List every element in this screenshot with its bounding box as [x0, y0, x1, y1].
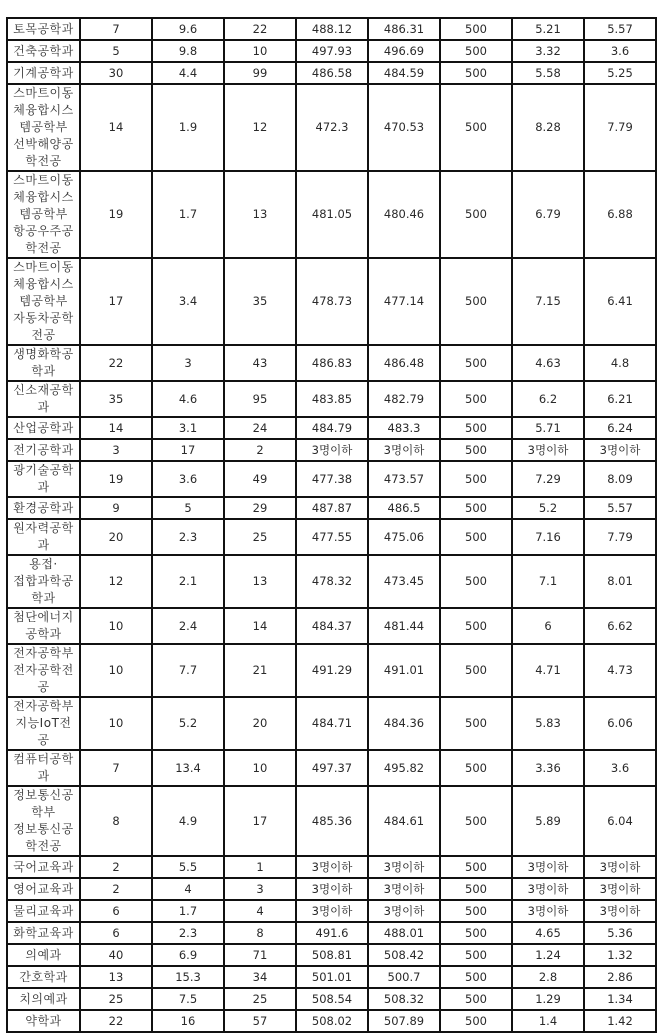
cell: 10: [80, 608, 152, 644]
department-name: 치의예과: [7, 988, 80, 1010]
cell: 3명이하: [368, 900, 440, 922]
cell: 40: [80, 944, 152, 966]
cell: 481.05: [296, 171, 368, 258]
table-row: [7, 900, 656, 922]
cell: 484.37: [296, 608, 368, 644]
cell: 500: [440, 644, 512, 697]
cell: 1.7: [152, 900, 224, 922]
cell: 486.48: [368, 345, 440, 381]
department-name: 간호학과: [7, 966, 80, 988]
table-row: [7, 439, 656, 461]
cell: 13: [80, 966, 152, 988]
cell: 35: [224, 258, 296, 345]
cell: 500.7: [368, 966, 440, 988]
cell: 500: [440, 966, 512, 988]
cell: 6.62: [584, 608, 656, 644]
cell: 25: [80, 988, 152, 1010]
cell: 4: [152, 878, 224, 900]
cell: 500: [440, 171, 512, 258]
cell: 7.79: [584, 519, 656, 555]
cell: 501.01: [296, 966, 368, 988]
cell: 483.3: [368, 417, 440, 439]
department-name: 약학과: [7, 1010, 80, 1032]
cell: 500: [440, 900, 512, 922]
cell: 3: [80, 439, 152, 461]
department-name: 영어교육과: [7, 878, 80, 900]
table-row: [7, 697, 656, 750]
cell: 2.86: [584, 966, 656, 988]
cell: 475.06: [368, 519, 440, 555]
cell: 3.1: [152, 417, 224, 439]
cell: 5.2: [152, 697, 224, 750]
cell: 508.54: [296, 988, 368, 1010]
cell: 491.01: [368, 644, 440, 697]
cell: 16: [152, 1010, 224, 1032]
cell: 480.46: [368, 171, 440, 258]
cell: 5.57: [584, 497, 656, 519]
department-name: 토목공학과: [7, 18, 80, 40]
table-row: [7, 856, 656, 878]
cell: 3명이하: [368, 878, 440, 900]
cell: 496.69: [368, 40, 440, 62]
department-name: 용접·접합과학공학과: [7, 555, 80, 608]
cell: 3.32: [512, 40, 584, 62]
cell: 10: [224, 40, 296, 62]
cell: 500: [440, 988, 512, 1010]
cell: 7.29: [512, 461, 584, 497]
cell: 488.12: [296, 18, 368, 40]
cell: 3: [152, 345, 224, 381]
cell: 4.8: [584, 345, 656, 381]
cell: 7.79: [584, 84, 656, 171]
cell: 5.89: [512, 786, 584, 856]
table-row: [7, 258, 656, 345]
cell: 485.36: [296, 786, 368, 856]
cell: 3.6: [584, 750, 656, 786]
department-name: 환경공학과: [7, 497, 80, 519]
admissions-table: [6, 17, 657, 1033]
cell: 4.73: [584, 644, 656, 697]
cell: 507.89: [368, 1010, 440, 1032]
cell: 1.9: [152, 84, 224, 171]
table-row: [7, 497, 656, 519]
cell: 5.71: [512, 417, 584, 439]
cell: 5.5: [152, 856, 224, 878]
cell: 6.24: [584, 417, 656, 439]
cell: 20: [224, 697, 296, 750]
cell: 508.32: [368, 988, 440, 1010]
cell: 3.36: [512, 750, 584, 786]
cell: 57: [224, 1010, 296, 1032]
department-name: 컴퓨터공학과: [7, 750, 80, 786]
cell: 8: [224, 922, 296, 944]
cell: 9.6: [152, 18, 224, 40]
cell: 3명이하: [512, 900, 584, 922]
cell: 21: [224, 644, 296, 697]
cell: 8.09: [584, 461, 656, 497]
cell: 43: [224, 345, 296, 381]
cell: 99: [224, 62, 296, 84]
cell: 497.93: [296, 40, 368, 62]
cell: 95: [224, 381, 296, 417]
table-row: [7, 988, 656, 1010]
cell: 6: [512, 608, 584, 644]
cell: 5.36: [584, 922, 656, 944]
table-row: [7, 608, 656, 644]
cell: 17: [152, 439, 224, 461]
cell: 473.57: [368, 461, 440, 497]
cell: 2.3: [152, 922, 224, 944]
cell: 17: [224, 786, 296, 856]
cell: 508.02: [296, 1010, 368, 1032]
cell: 4.6: [152, 381, 224, 417]
cell: 22: [80, 1010, 152, 1032]
cell: 500: [440, 555, 512, 608]
cell: 14: [80, 84, 152, 171]
cell: 500: [440, 944, 512, 966]
cell: 4.65: [512, 922, 584, 944]
cell: 3명이하: [584, 900, 656, 922]
department-name: 국어교육과: [7, 856, 80, 878]
cell: 500: [440, 750, 512, 786]
cell: 19: [80, 461, 152, 497]
cell: 478.73: [296, 258, 368, 345]
department-name: 생명화학공학과: [7, 345, 80, 381]
cell: 5.21: [512, 18, 584, 40]
cell: 1.7: [152, 171, 224, 258]
cell: 14: [224, 608, 296, 644]
cell: 486.83: [296, 345, 368, 381]
cell: 5.57: [584, 18, 656, 40]
cell: 71: [224, 944, 296, 966]
cell: 29: [224, 497, 296, 519]
cell: 3명이하: [584, 878, 656, 900]
cell: 3명이하: [584, 439, 656, 461]
cell: 1: [224, 856, 296, 878]
cell: 486.5: [368, 497, 440, 519]
cell: 5.25: [584, 62, 656, 84]
cell: 14: [80, 417, 152, 439]
cell: 7.16: [512, 519, 584, 555]
cell: 49: [224, 461, 296, 497]
cell: 470.53: [368, 84, 440, 171]
cell: 3명이하: [512, 439, 584, 461]
cell: 22: [80, 345, 152, 381]
table-row: [7, 922, 656, 944]
department-name: 건축공학과: [7, 40, 80, 62]
cell: 9.8: [152, 40, 224, 62]
department-name: 스마트이동체융합시스템공학부 항공우주공학전공: [7, 171, 80, 258]
cell: 2.3: [152, 519, 224, 555]
cell: 7.7: [152, 644, 224, 697]
cell: 22: [224, 18, 296, 40]
cell: 500: [440, 258, 512, 345]
cell: 2: [80, 878, 152, 900]
department-name: 화학교육과: [7, 922, 80, 944]
cell: 500: [440, 519, 512, 555]
cell: 3명이하: [368, 856, 440, 878]
cell: 500: [440, 439, 512, 461]
cell: 5: [152, 497, 224, 519]
table-row: [7, 345, 656, 381]
cell: 24: [224, 417, 296, 439]
table-row: [7, 461, 656, 497]
cell: 491.29: [296, 644, 368, 697]
cell: 13: [224, 171, 296, 258]
cell: 25: [224, 519, 296, 555]
cell: 13.4: [152, 750, 224, 786]
cell: 500: [440, 878, 512, 900]
department-name: 광기술공학과: [7, 461, 80, 497]
cell: 7: [80, 750, 152, 786]
department-name: 산업공학과: [7, 417, 80, 439]
cell: 3명이하: [296, 900, 368, 922]
cell: 500: [440, 345, 512, 381]
cell: 508.42: [368, 944, 440, 966]
table-row: [7, 519, 656, 555]
cell: 4.63: [512, 345, 584, 381]
cell: 500: [440, 381, 512, 417]
cell: 472.3: [296, 84, 368, 171]
cell: 20: [80, 519, 152, 555]
cell: 500: [440, 497, 512, 519]
cell: 3명이하: [296, 878, 368, 900]
table-row: [7, 62, 656, 84]
cell: 508.81: [296, 944, 368, 966]
table-row: [7, 786, 656, 856]
cell: 497.37: [296, 750, 368, 786]
cell: 477.14: [368, 258, 440, 345]
cell: 484.59: [368, 62, 440, 84]
cell: 4.9: [152, 786, 224, 856]
cell: 500: [440, 922, 512, 944]
cell: 35: [80, 381, 152, 417]
cell: 6.21: [584, 381, 656, 417]
cell: 2.8: [512, 966, 584, 988]
cell: 10: [80, 697, 152, 750]
cell: 500: [440, 608, 512, 644]
cell: 9: [80, 497, 152, 519]
cell: 15.3: [152, 966, 224, 988]
department-name: 의예과: [7, 944, 80, 966]
cell: 500: [440, 461, 512, 497]
cell: 495.82: [368, 750, 440, 786]
cell: 12: [80, 555, 152, 608]
table-row: [7, 750, 656, 786]
cell: 6.9: [152, 944, 224, 966]
cell: 4: [224, 900, 296, 922]
table-row: [7, 878, 656, 900]
cell: 3명이하: [512, 856, 584, 878]
cell: 478.32: [296, 555, 368, 608]
cell: 484.61: [368, 786, 440, 856]
cell: 486.58: [296, 62, 368, 84]
cell: 477.38: [296, 461, 368, 497]
cell: 10: [80, 644, 152, 697]
department-name: 첨단에너지공학과: [7, 608, 80, 644]
cell: 483.85: [296, 381, 368, 417]
cell: 6.79: [512, 171, 584, 258]
cell: 6: [80, 900, 152, 922]
cell: 3: [224, 878, 296, 900]
cell: 473.45: [368, 555, 440, 608]
cell: 3명이하: [296, 439, 368, 461]
cell: 2: [80, 856, 152, 878]
table-row: [7, 1010, 656, 1032]
table-row: [7, 966, 656, 988]
cell: 500: [440, 18, 512, 40]
cell: 3명이하: [512, 878, 584, 900]
cell: 7.1: [512, 555, 584, 608]
cell: 500: [440, 856, 512, 878]
cell: 25: [224, 988, 296, 1010]
cell: 1.32: [584, 944, 656, 966]
department-name: 신소재공학과: [7, 381, 80, 417]
department-name: 전기공학과: [7, 439, 80, 461]
cell: 4.71: [512, 644, 584, 697]
cell: 8.01: [584, 555, 656, 608]
cell: 13: [224, 555, 296, 608]
cell: 12: [224, 84, 296, 171]
cell: 1.42: [584, 1010, 656, 1032]
cell: 1.4: [512, 1010, 584, 1032]
table-row: [7, 644, 656, 697]
cell: 2.4: [152, 608, 224, 644]
table-row: [7, 18, 656, 40]
table-row: [7, 417, 656, 439]
cell: 6.04: [584, 786, 656, 856]
table-row: [7, 84, 656, 171]
cell: 8.28: [512, 84, 584, 171]
department-name: 전자공학부 전자공학전공: [7, 644, 80, 697]
cell: 484.71: [296, 697, 368, 750]
cell: 5: [80, 40, 152, 62]
department-name: 물리교육과: [7, 900, 80, 922]
cell: 3.6: [584, 40, 656, 62]
cell: 500: [440, 1010, 512, 1032]
cell: 1.29: [512, 988, 584, 1010]
cell: 34: [224, 966, 296, 988]
department-name: 스마트이동체융합시스템공학부 자동차공학전공: [7, 258, 80, 345]
cell: 1.24: [512, 944, 584, 966]
cell: 2.1: [152, 555, 224, 608]
cell: 7: [80, 18, 152, 40]
cell: 500: [440, 62, 512, 84]
cell: 6: [80, 922, 152, 944]
department-name: 스마트이동체융합시스템공학부 선박해양공학전공: [7, 84, 80, 171]
cell: 484.36: [368, 697, 440, 750]
department-name: 기계공학과: [7, 62, 80, 84]
table-row: [7, 944, 656, 966]
cell: 10: [224, 750, 296, 786]
cell: 19: [80, 171, 152, 258]
cell: 30: [80, 62, 152, 84]
cell: 500: [440, 697, 512, 750]
cell: 2: [224, 439, 296, 461]
cell: 481.44: [368, 608, 440, 644]
cell: 5.2: [512, 497, 584, 519]
cell: 5.83: [512, 697, 584, 750]
cell: 484.79: [296, 417, 368, 439]
department-name: 원자력공학과: [7, 519, 80, 555]
cell: 487.87: [296, 497, 368, 519]
cell: 477.55: [296, 519, 368, 555]
table-body: [7, 18, 656, 1032]
cell: 6.41: [584, 258, 656, 345]
cell: 7.15: [512, 258, 584, 345]
cell: 482.79: [368, 381, 440, 417]
table-row: [7, 555, 656, 608]
cell: 3.4: [152, 258, 224, 345]
department-name: 전자공학부 지능IoT전공: [7, 697, 80, 750]
table-row: [7, 381, 656, 417]
cell: 3.6: [152, 461, 224, 497]
cell: 3명이하: [584, 856, 656, 878]
cell: 1.34: [584, 988, 656, 1010]
cell: 7.5: [152, 988, 224, 1010]
cell: 500: [440, 417, 512, 439]
cell: 486.31: [368, 18, 440, 40]
cell: 500: [440, 786, 512, 856]
cell: 6.06: [584, 697, 656, 750]
cell: 8: [80, 786, 152, 856]
cell: 488.01: [368, 922, 440, 944]
cell: 5.58: [512, 62, 584, 84]
cell: 500: [440, 84, 512, 171]
cell: 17: [80, 258, 152, 345]
cell: 6.2: [512, 381, 584, 417]
cell: 491.6: [296, 922, 368, 944]
department-name: 정보통신공학부 정보통신공학전공: [7, 786, 80, 856]
cell: 500: [440, 40, 512, 62]
cell: 4.4: [152, 62, 224, 84]
cell: 6.88: [584, 171, 656, 258]
table-row: [7, 40, 656, 62]
table-row: [7, 171, 656, 258]
cell: 3명이하: [368, 439, 440, 461]
cell: 3명이하: [296, 856, 368, 878]
